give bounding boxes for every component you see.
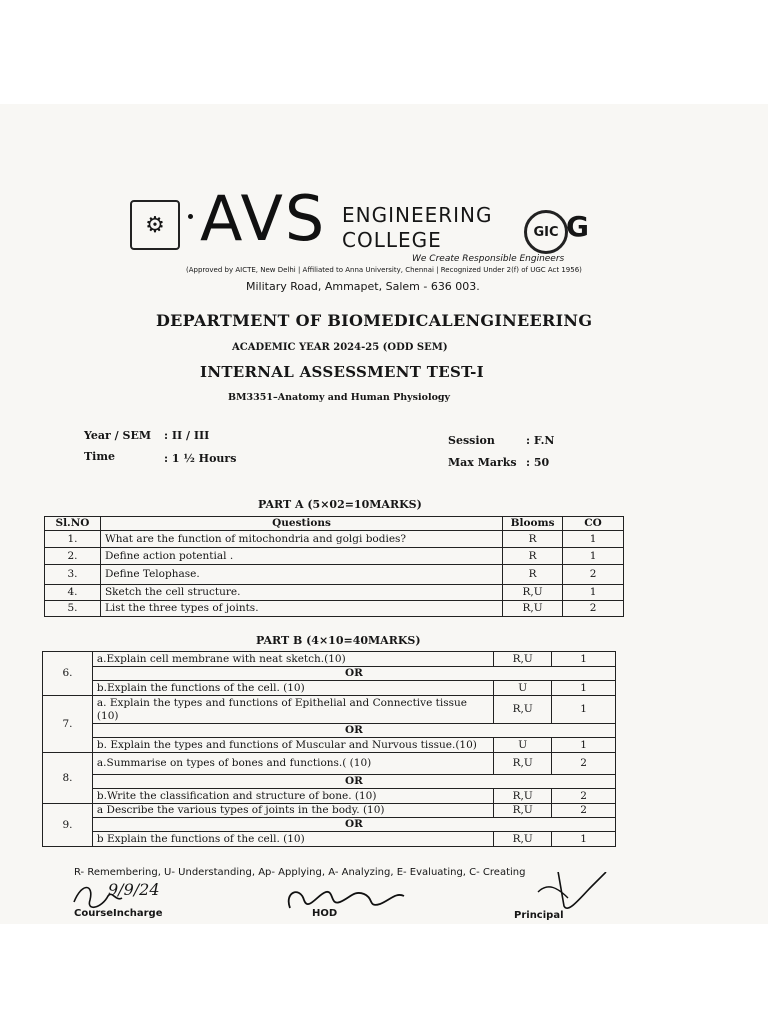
iso-certification-icon: GIC [524,210,568,254]
or-divider: OR [92,667,615,681]
header-dot [188,214,193,219]
principal-label: Principal [514,910,564,921]
part-a-table [44,516,624,617]
session-value: : F.N [526,434,555,447]
table-row [45,565,624,585]
table-row [43,652,616,667]
question-text: b.Write the classification and structure of bone. (10) [92,789,493,804]
blooms-level: R,U [494,804,552,818]
college-address: Military Road, Ammapet, Salem - 636 003. [246,280,480,293]
table-row [43,804,616,818]
blooms-level: R,U [494,696,552,724]
question-number: 5. [45,601,101,617]
test-title: INTERNAL ASSESSMENT TEST-I [200,363,484,381]
g-mark-icon: G [566,210,589,243]
course-outcome: 1 [552,652,616,667]
table-row [45,531,624,548]
part-a-title: PART A (5×02=10MARKS) [258,498,422,511]
year-sem-value: : II / III [164,429,210,442]
course-incharge-label: CourseIncharge [74,908,163,919]
max-marks-value: : 50 [526,456,550,469]
blooms-level: R [503,531,563,548]
college-brand: AVS [200,182,327,255]
or-divider: OR [92,775,615,789]
question-text: Define action potential . [100,548,502,565]
department-title: DEPARTMENT OF BIOMEDICALENGINEERING [156,311,593,330]
question-text: a Describe the various types of joints in the body. (10) [92,804,493,818]
table-row [43,753,616,775]
question-text: a. Explain the types and functions of Epithelial and Connective tissue (10) [92,696,493,724]
table-row [45,585,624,601]
question-number: 8. [43,753,93,804]
subject-title: BM3351–Anatomy and Human Physiology [228,392,451,403]
col-header-blooms: Blooms [503,517,563,531]
question-number: 6. [43,652,93,696]
blooms-level: R,U [503,585,563,601]
col-header-questions: Questions [100,517,502,531]
blooms-legend: R- Remembering, U- Understanding, Ap- Applying, A- Analyzing, E- Evaluating, C- Creating [74,867,526,878]
or-divider: OR [92,724,615,738]
year-sem-label: Year / SEM [84,429,151,442]
or-row [43,775,616,789]
course-outcome: 1 [552,681,616,696]
question-text: Sketch the cell structure. [100,585,502,601]
course-outcome: 1 [563,531,624,548]
table-row [43,789,616,804]
signature-date: 9/9/24 [108,880,160,899]
blooms-level: R,U [494,789,552,804]
question-text: a.Explain cell membrane with neat sketch.(10) [92,652,493,667]
college-name-line1: ENGINEERING [342,203,493,227]
table-row [43,681,616,696]
course-outcome: 1 [552,696,616,724]
question-text: List the three types of joints. [100,601,502,617]
question-number: 4. [45,585,101,601]
part-b-table [42,651,616,847]
college-name-line2: COLLEGE [342,228,442,252]
question-number: 2. [45,548,101,565]
blooms-level: R,U [503,601,563,617]
max-marks-label: Max Marks [448,456,517,469]
college-tagline: We Create Responsible Engineers [412,254,565,264]
question-text: a.Summarise on types of bones and functions.( (10) [92,753,493,775]
table-row [45,601,624,617]
col-header-co: CO [563,517,624,531]
blooms-level: R [503,565,563,585]
or-row [43,818,616,832]
time-value: : 1 ½ Hours [164,452,237,465]
course-outcome: 1 [552,832,616,847]
question-text: b.Explain the functions of the cell. (10) [92,681,493,696]
course-outcome: 2 [552,804,616,818]
question-text: What are the function of mitochondria and golgi bodies? [100,531,502,548]
question-number: 7. [43,696,93,753]
approval-line: (Approved by AICTE, New Delhi | Affiliated to Anna University, Chennai | Recognized Under 2(f) of UGC Act 1956) [186,266,582,274]
part-a-header-row [45,517,624,531]
blooms-level: R,U [494,832,552,847]
or-divider: OR [92,818,615,832]
table-row [43,832,616,847]
question-number: 1. [45,531,101,548]
academic-year: ACADEMIC YEAR 2024-25 (ODD SEM) [232,342,448,353]
time-label: Time [84,450,116,463]
question-number: 3. [45,565,101,585]
blooms-level: U [494,681,552,696]
course-outcome: 1 [552,738,616,753]
blooms-level: U [494,738,552,753]
question-text: b Explain the functions of the cell. (10) [92,832,493,847]
blooms-level: R [503,548,563,565]
col-header-slno: Sl.NO [45,517,101,531]
question-number: 9. [43,804,93,847]
college-emblem-icon: ⚙ [130,200,180,250]
table-row [43,696,616,724]
course-outcome: 2 [563,601,624,617]
question-text: b. Explain the types and functions of Muscular and Nurvous tissue.(10) [92,738,493,753]
or-row [43,724,616,738]
table-row [43,738,616,753]
course-outcome: 2 [552,753,616,775]
table-row [45,548,624,565]
course-outcome: 1 [563,548,624,565]
blooms-level: R,U [494,652,552,667]
course-outcome: 1 [563,585,624,601]
or-row [43,667,616,681]
blooms-level: R,U [494,753,552,775]
course-outcome: 2 [552,789,616,804]
course-outcome: 2 [563,565,624,585]
question-text: Define Telophase. [100,565,502,585]
part-b-title: PART B (4×10=40MARKS) [256,634,421,647]
session-label: Session [448,434,495,447]
hod-label: HOD [312,908,338,919]
